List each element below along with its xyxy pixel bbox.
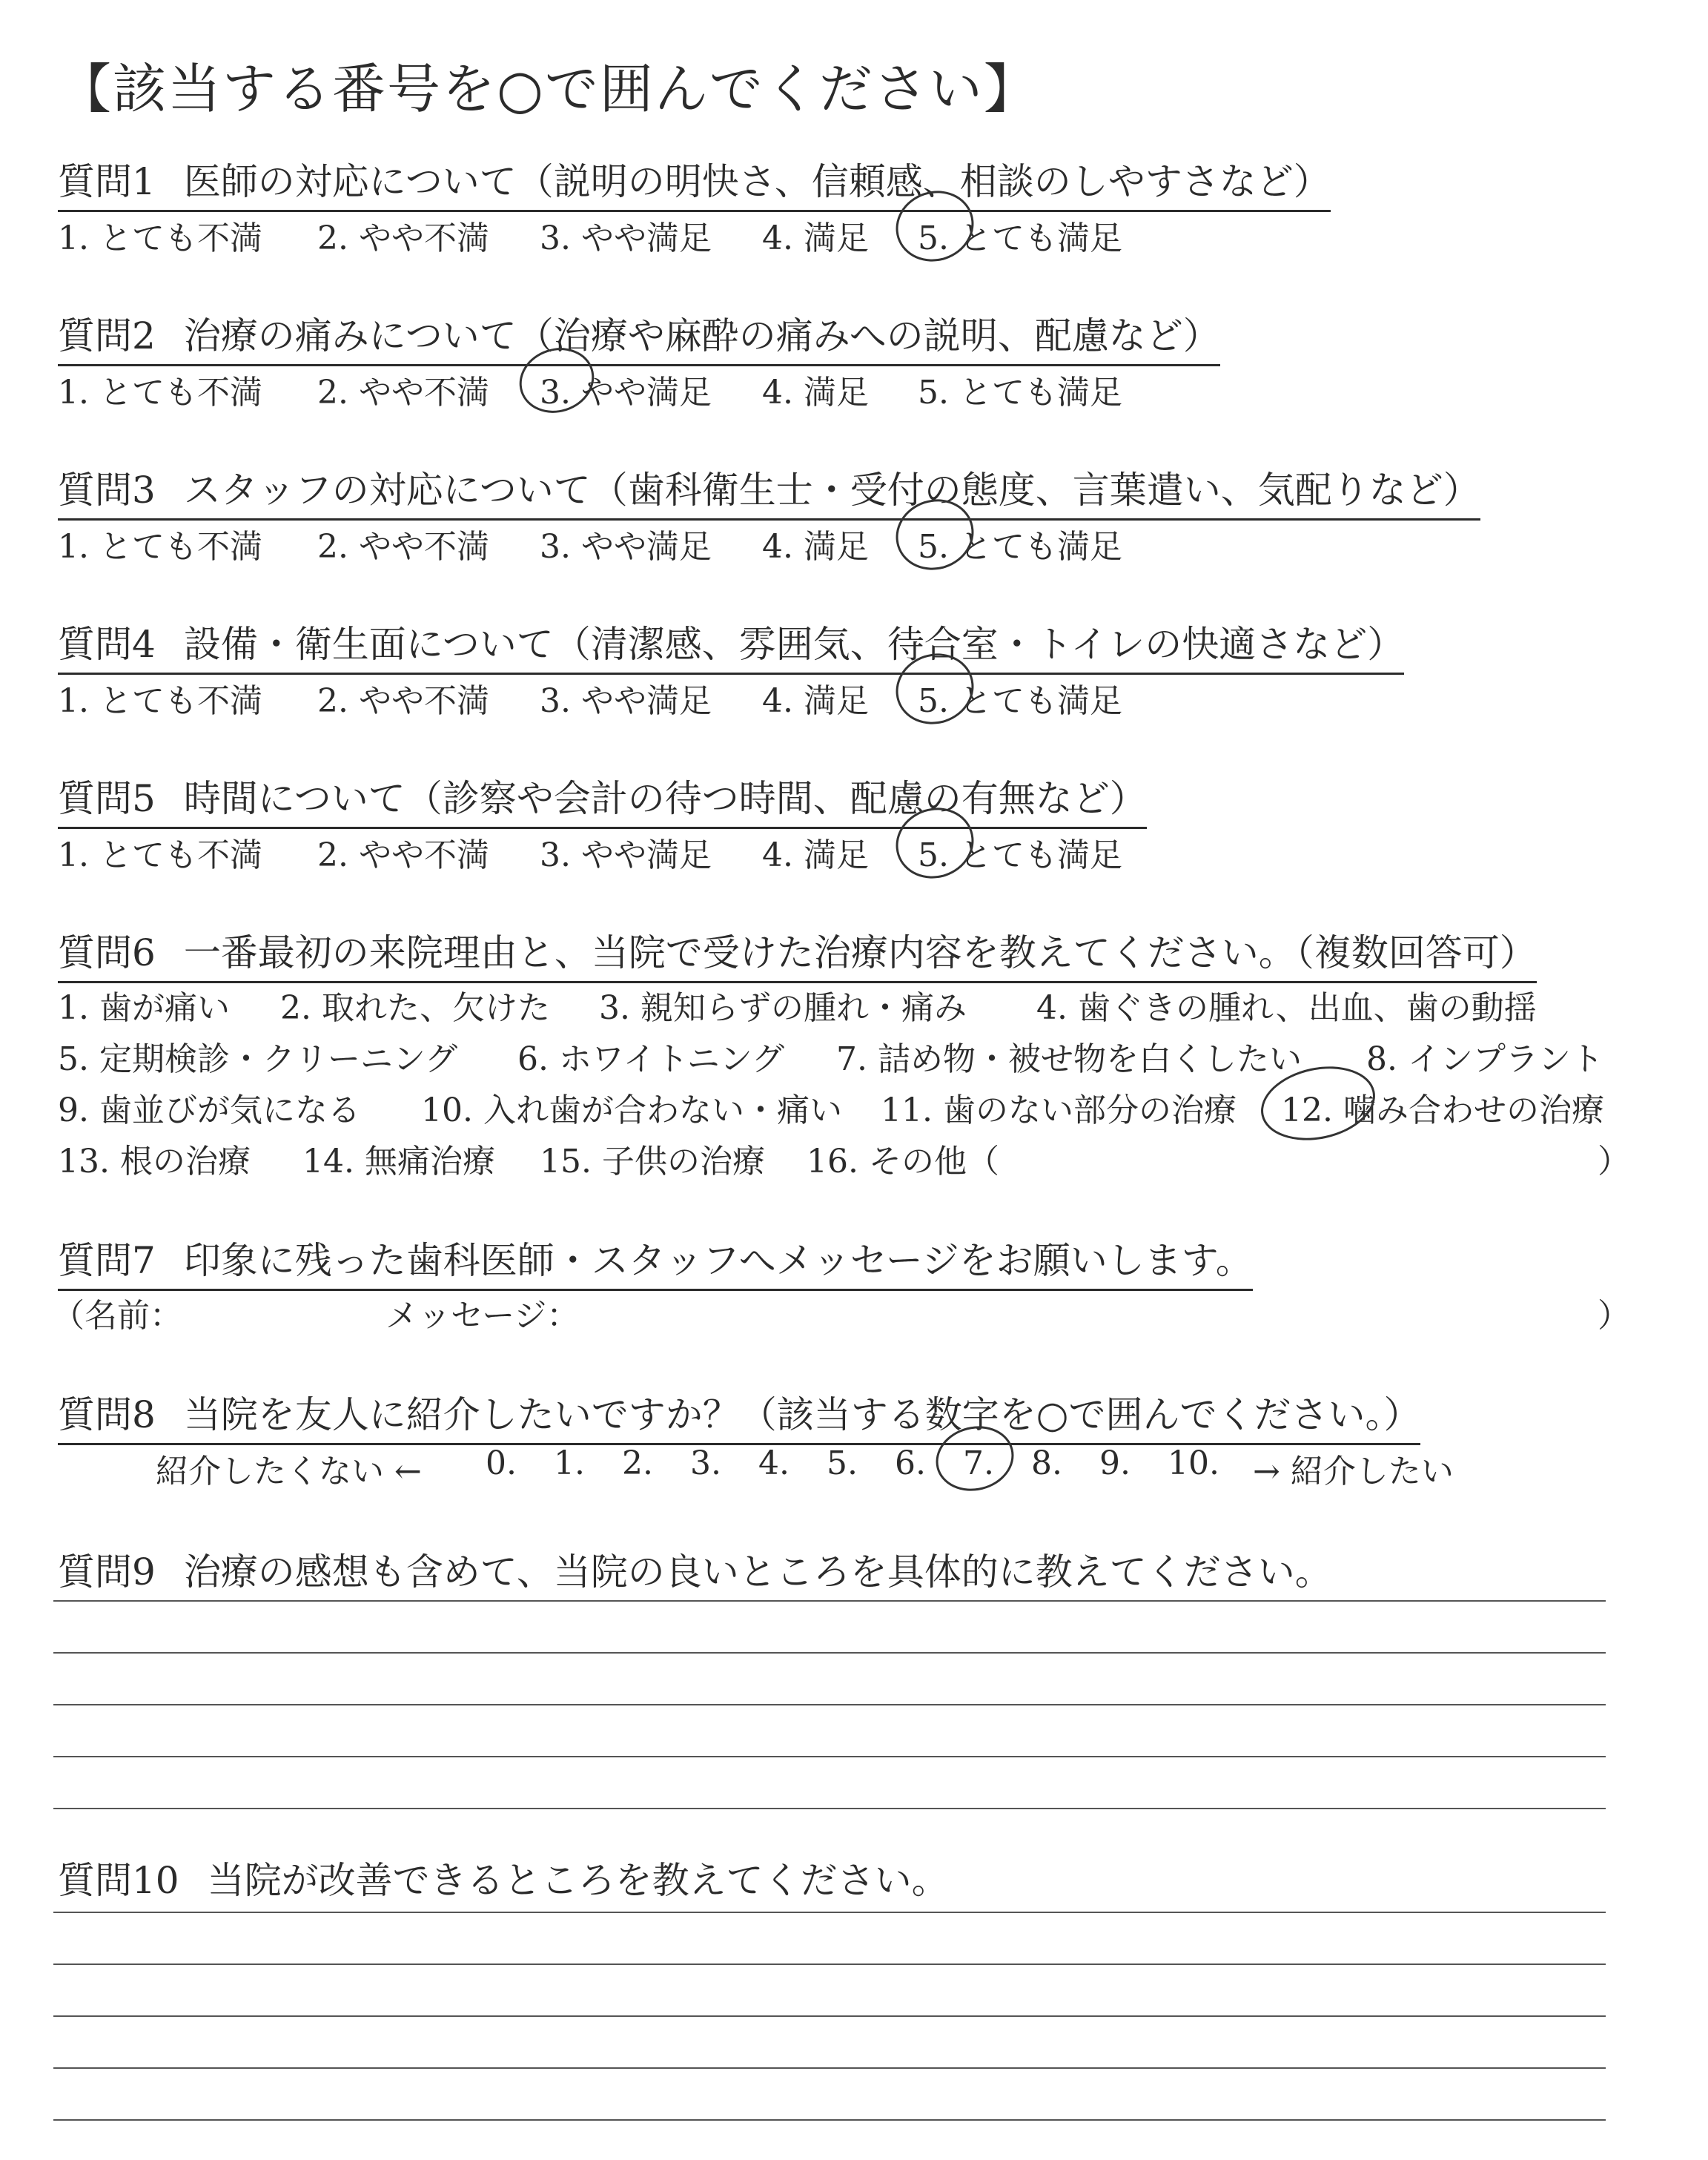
- q7-message-label: メッセージ：: [385, 1297, 580, 1335]
- q5-option-5[interactable]: 5. とても満足: [918, 836, 1122, 874]
- q6-option-4[interactable]: 4. 歯ぐきの腫れ、出血、歯の動揺: [1036, 989, 1537, 1027]
- q7-close-paren: ）: [1598, 1297, 1630, 1335]
- q8-right-label: → 紹介したい: [1253, 1453, 1454, 1490]
- question-8-text: 当院を友人に紹介したいですか？（該当する数字を○で囲んでください。）: [183, 1393, 1421, 1436]
- q8-option-6[interactable]: 6.: [895, 1444, 926, 1482]
- question-3-text: スタッフの対応について（歯科衛生士・受付の態度、言葉遣い、気配りなど）: [183, 469, 1480, 512]
- q10-answer-line-2[interactable]: [53, 1964, 1606, 1965]
- question-1-text: 医師の対応について（説明の明快さ、信頼感、相談のしやすさなど）: [183, 160, 1331, 203]
- q8-option-4[interactable]: 4.: [758, 1444, 790, 1482]
- question-6-title: [58, 923, 1537, 983]
- question-7-text: 印象に残った歯科医師・スタッフへメッセージをお願いします。: [183, 1239, 1253, 1282]
- q9-answer-line-2[interactable]: [53, 1652, 1606, 1654]
- q5-option-1[interactable]: 1. とても不満: [58, 836, 262, 874]
- question-5-number: 質問5: [58, 777, 156, 820]
- question-2-text: 治療の痛みについて（治療や麻酔の痛みへの説明、配慮など）: [183, 314, 1220, 357]
- q8-option-10[interactable]: 10.: [1168, 1444, 1219, 1482]
- q3-option-3[interactable]: 3. やや満足: [540, 528, 712, 566]
- q6-other-close-paren: ）: [1598, 1143, 1630, 1180]
- q4-option-3[interactable]: 3. やや満足: [540, 682, 712, 720]
- q8-option-1[interactable]: 1.: [554, 1444, 585, 1482]
- question-3-number: 質問3: [58, 469, 156, 512]
- question-1-title: [58, 152, 1331, 212]
- question-8-title: [58, 1385, 1420, 1445]
- q8-option-7[interactable]: 7.: [963, 1444, 994, 1482]
- question-2-title: [58, 306, 1220, 366]
- q6-option-8[interactable]: 8. インプラント: [1366, 1040, 1603, 1078]
- q4-option-1[interactable]: 1. とても不満: [58, 682, 262, 720]
- q9-answer-line-1[interactable]: [53, 1600, 1606, 1602]
- q2-option-1[interactable]: 1. とても不満: [58, 374, 262, 412]
- q1-option-5[interactable]: 5. とても満足: [918, 219, 1122, 257]
- q6-option-2[interactable]: 2. 取れた、欠けた: [280, 989, 550, 1027]
- q4-option-4[interactable]: 4. 満足: [762, 682, 869, 720]
- q6-option-5[interactable]: 5. 定期検診・クリーニング: [58, 1040, 458, 1078]
- question-3-title: [58, 460, 1480, 521]
- question-1-number: 質問1: [58, 160, 156, 203]
- q8-option-3[interactable]: 3.: [690, 1444, 721, 1482]
- question-4-text: 設備・衛生面について（清潔感、雰囲気、待合室・トイレの快適さなど）: [183, 623, 1405, 666]
- question-4-title: [58, 615, 1404, 675]
- q6-option-16[interactable]: 16. その他（: [807, 1143, 999, 1180]
- q2-option-3[interactable]: 3. やや満足: [540, 374, 712, 412]
- question-6-text: 一番最初の来院理由と、当院で受けた治療内容を教えてください。（複数回答可）: [183, 931, 1537, 974]
- question-7-number: 質問7: [58, 1239, 156, 1282]
- question-10-number: 質問10: [58, 1859, 179, 1902]
- question-10-text: 当院が改善できるところを教えてください。: [207, 1859, 949, 1902]
- q9-answer-line-3[interactable]: [53, 1704, 1606, 1705]
- q10-answer-line-5[interactable]: [53, 2119, 1606, 2121]
- q6-option-15[interactable]: 15. 子供の治療: [540, 1143, 765, 1180]
- q6-option-1[interactable]: 1. 歯が痛い: [58, 989, 230, 1027]
- q5-option-3[interactable]: 3. やや満足: [540, 836, 712, 874]
- q6-option-9[interactable]: 9. 歯並びが気になる: [58, 1091, 360, 1129]
- question-9-number: 質問9: [58, 1550, 156, 1593]
- q2-option-5[interactable]: 5. とても満足: [918, 374, 1122, 412]
- question-10-title: [58, 1851, 949, 1909]
- q8-option-5[interactable]: 5.: [827, 1444, 858, 1482]
- q2-option-4[interactable]: 4. 満足: [762, 374, 869, 412]
- q1-option-2[interactable]: 2. やや不満: [317, 219, 489, 257]
- q6-option-6[interactable]: 6. ホワイトニング: [517, 1040, 785, 1078]
- q6-option-7[interactable]: 7. 詰め物・被せ物を白くしたい: [836, 1040, 1302, 1078]
- q3-option-2[interactable]: 2. やや不満: [317, 528, 489, 566]
- q8-option-8[interactable]: 8.: [1031, 1444, 1062, 1482]
- q5-option-4[interactable]: 4. 満足: [762, 836, 869, 874]
- q10-answer-line-4[interactable]: [53, 2067, 1606, 2069]
- q3-option-5[interactable]: 5. とても満足: [918, 528, 1122, 566]
- q2-option-2[interactable]: 2. やや不満: [317, 374, 489, 412]
- q1-option-4[interactable]: 4. 満足: [762, 219, 869, 257]
- question-9-title: [58, 1542, 1332, 1600]
- question-8-number: 質問8: [58, 1393, 156, 1436]
- q8-option-2[interactable]: 2.: [622, 1444, 653, 1482]
- question-6-number: 質問6: [58, 931, 156, 974]
- q6-option-14[interactable]: 14. 無痛治療: [302, 1143, 495, 1180]
- q3-option-4[interactable]: 4. 満足: [762, 528, 869, 566]
- question-5-title: [58, 769, 1147, 829]
- q7-name-label: （名前：: [52, 1297, 182, 1335]
- q6-option-11[interactable]: 11. 歯のない部分の治療: [881, 1091, 1237, 1129]
- question-5-text: 時間について（診察や会計の待つ時間、配慮の有無など）: [183, 777, 1147, 820]
- q6-option-13[interactable]: 13. 根の治療: [58, 1143, 251, 1180]
- q9-answer-line-4[interactable]: [53, 1756, 1606, 1757]
- q8-left-label: 紹介したくない ←: [156, 1453, 422, 1490]
- question-7-title: [58, 1231, 1253, 1291]
- question-2-number: 質問2: [58, 314, 156, 357]
- q8-option-0[interactable]: 0.: [486, 1444, 517, 1482]
- q6-option-12[interactable]: 12. 噛み合わせの治療: [1281, 1091, 1604, 1129]
- q9-answer-line-5[interactable]: [53, 1808, 1606, 1809]
- q10-answer-line-1[interactable]: [53, 1912, 1606, 1913]
- q6-option-3[interactable]: 3. 親知らずの腫れ・痛み: [599, 989, 967, 1027]
- q10-answer-line-3[interactable]: [53, 2015, 1606, 2017]
- q8-option-9[interactable]: 9.: [1099, 1444, 1131, 1482]
- q4-option-2[interactable]: 2. やや不満: [317, 682, 489, 720]
- question-4-number: 質問4: [58, 623, 156, 666]
- q4-option-5[interactable]: 5. とても満足: [918, 682, 1122, 720]
- page-title: 【該当する番号を○で囲んでください】: [58, 58, 1039, 120]
- q6-option-10[interactable]: 10. 入れ歯が合わない・痛い: [421, 1091, 842, 1129]
- q5-option-2[interactable]: 2. やや不満: [317, 836, 489, 874]
- q1-option-3[interactable]: 3. やや満足: [540, 219, 712, 257]
- q1-option-1[interactable]: 1. とても不満: [58, 219, 262, 257]
- q3-option-1[interactable]: 1. とても不満: [58, 528, 262, 566]
- question-9-text: 治療の感想も含めて、当院の良いところを具体的に教えてください。: [183, 1550, 1332, 1593]
